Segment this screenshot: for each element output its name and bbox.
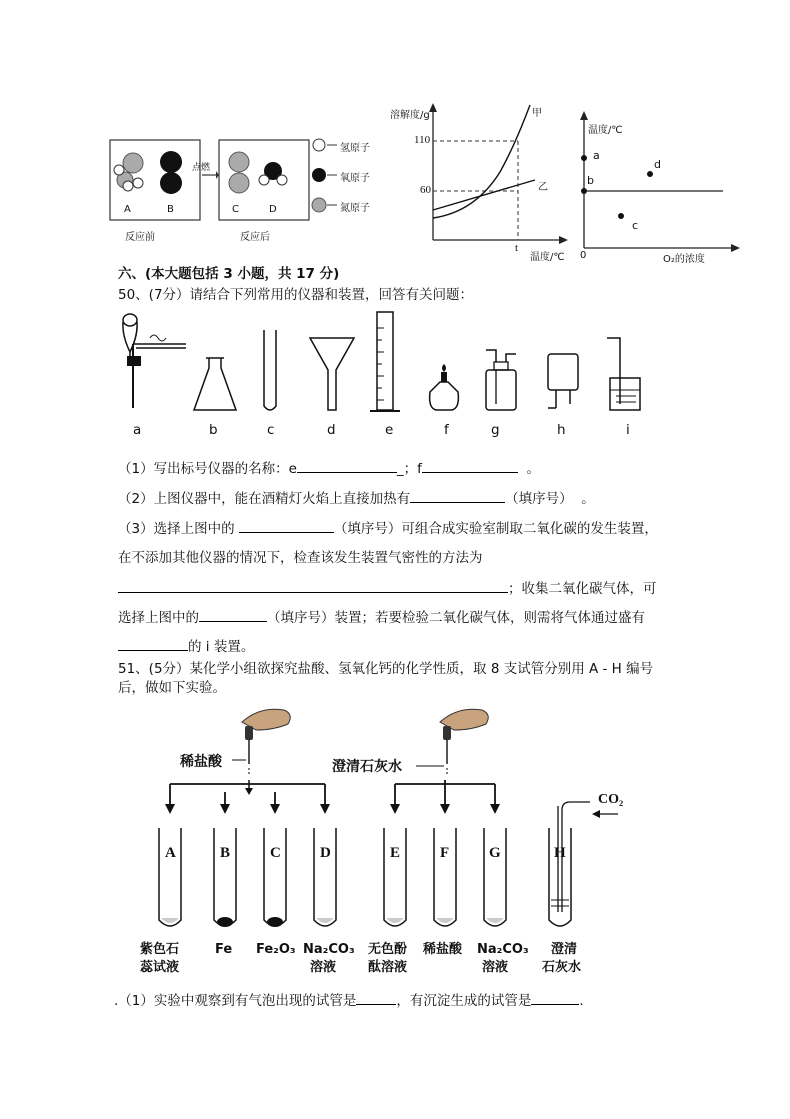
reagent-right-label: 澄清石灰水	[332, 759, 402, 775]
apparatus-row	[110, 308, 650, 420]
point-d	[647, 171, 653, 177]
q50-part3-line4-b: （填序号）装置；若要检验二氧化碳气体，则需将气体通过盛有	[267, 610, 645, 626]
q50-part3-line1	[118, 518, 658, 539]
answer-blank-bubbles[interactable]	[356, 990, 396, 1005]
answer-blank-collect[interactable]	[199, 607, 267, 622]
temp-ylabel: 温度/℃	[588, 125, 623, 136]
right-hand-dropper	[416, 709, 488, 774]
particle-letter-c: C	[232, 204, 239, 215]
tube-label-g: G	[489, 845, 501, 861]
legend-oxygen: 氧原子	[340, 173, 370, 184]
before-label: 反应前	[125, 232, 155, 243]
answer-blank-f[interactable]	[422, 458, 518, 473]
q50-part1-text-a: （1）写出标号仪器的名称：e	[118, 461, 297, 477]
temp-origin: 0	[580, 250, 587, 261]
content-g-1: Na₂CO₃	[477, 942, 529, 957]
content-h-2: 石灰水	[542, 960, 582, 975]
point-b	[581, 188, 587, 194]
tube-label-b: B	[220, 845, 231, 861]
q50-part3-line2: 在不添加其他仪器的情况下，检查该发生装置气密性的方法为	[118, 550, 483, 566]
series-yi-label: 乙	[538, 182, 548, 193]
tube-label-a: A	[165, 845, 176, 861]
q51-part1-text-a: .（1）实验中观察到有气泡出现的试管是	[114, 993, 357, 1009]
tube-label-f: F	[440, 845, 450, 861]
q50-part1-text-c: 。	[526, 461, 541, 477]
apparatus-label-g: g	[491, 422, 500, 438]
q50-part2-text-c: 。	[581, 491, 595, 507]
q51-part1	[114, 990, 584, 1011]
apparatus-label-e: e	[385, 422, 394, 438]
particle-letter-b: B	[167, 204, 174, 215]
content-f-1: 稀盐酸	[423, 942, 463, 957]
tube-label-c: C	[270, 845, 281, 861]
q50-part1: （1）写出标号仪器的名称：e _；f 。	[118, 458, 540, 479]
q51-part1-text-c: .	[579, 993, 584, 1009]
q50-part3-line5	[118, 636, 254, 657]
apparatus-a	[123, 314, 186, 408]
apparatus-g	[486, 350, 516, 410]
tube-label-e: E	[390, 845, 401, 861]
apparatus-e	[370, 312, 400, 411]
content-h-1: 澄清	[551, 942, 578, 957]
content-c-1: Fe₂O₃	[256, 942, 296, 957]
q50-stem: 50、(7分）请结合下列常用的仪器和装置，回答有关问题：	[118, 287, 474, 303]
q50-part3-text-b: （填序号）可组合成实验室制取二氧化碳的发生装置，	[333, 521, 658, 537]
apparatus-h	[548, 354, 578, 408]
content-g-2: 溶液	[482, 960, 509, 975]
q50-part3-line3-tail: ；收集二氧化碳气体，可	[508, 581, 657, 597]
apparatus-c	[264, 330, 276, 410]
answer-blank-reagent[interactable]	[118, 636, 188, 651]
apparatus-i	[607, 338, 640, 410]
point-a	[581, 155, 587, 161]
ytick-110: 110	[414, 134, 431, 146]
point-c-label: c	[632, 219, 639, 232]
q50-part3-line4-a: 选择上图中的	[118, 610, 199, 626]
answer-blank-precipitate[interactable]	[531, 990, 579, 1005]
q50-part2-text-a: （2）上图仪器中，能在酒精灯火焰上直接加热有	[118, 491, 411, 507]
point-b-label: b	[587, 174, 594, 187]
ytick-60: 60	[420, 184, 431, 196]
content-d-1: Na₂CO₃	[303, 942, 355, 957]
point-d-label: d	[654, 158, 661, 171]
apparatus-label-b: b	[209, 422, 218, 438]
left-hand-dropper	[232, 709, 290, 774]
q51-stem-line2: 后，做如下实验。	[118, 680, 226, 696]
apparatus-label-f: f	[444, 422, 449, 438]
answer-blank-generator[interactable]	[239, 518, 334, 533]
particle-letter-d: D	[269, 204, 277, 215]
q50-part3-line5-text: 的 i 装置。	[188, 639, 255, 655]
section-heading: 六、(本大题包括 3 小题，共 17 分)	[118, 266, 340, 282]
after-label: 反应后	[240, 232, 270, 243]
content-a-1: 紫色石	[140, 942, 180, 957]
content-b-1: Fe	[215, 942, 233, 957]
apparatus-d	[310, 338, 354, 410]
reagent-left-label: 稀盐酸	[180, 754, 222, 770]
tube-label-h: H	[554, 845, 566, 861]
content-e-1: 无色酚	[368, 942, 408, 957]
arrow-label: 点燃	[192, 163, 211, 173]
tube-h	[549, 802, 618, 926]
q50-part2	[118, 488, 595, 509]
point-c	[618, 213, 624, 219]
q51-part1-text-b: ，有沉淀生成的试管是	[396, 993, 532, 1009]
q50-part3-text-a: （3）选择上图中的	[118, 521, 235, 537]
q50-part3-line4	[118, 607, 645, 628]
apparatus-label-d: d	[327, 422, 336, 438]
solubility-xlabel: 温度/℃	[530, 252, 565, 263]
content-d-2: 溶液	[310, 960, 337, 975]
content-e-2: 酞溶液	[368, 960, 408, 975]
content-a-2: 蕊试液	[140, 960, 180, 975]
apparatus-b	[194, 358, 236, 410]
answer-blank-e[interactable]	[297, 458, 397, 473]
apparatus-f	[430, 364, 459, 410]
apparatus-label-a: a	[133, 422, 142, 438]
solubility-ylabel: 溶解度/g	[390, 110, 430, 121]
temp-xlabel: O₂的浓度	[663, 254, 705, 265]
particle-letter-a: A	[124, 204, 131, 215]
answer-blank-airtight-method[interactable]	[118, 578, 508, 593]
legend-nitrogen: 氮原子	[340, 203, 370, 214]
apparatus-label-h: h	[557, 422, 566, 438]
legend-hydrogen: 氢原子	[340, 143, 370, 154]
experiment-diagram	[150, 700, 650, 940]
series-jia-label: 甲	[532, 108, 542, 119]
q51-stem-line1: 51、(5分）某化学小组欲探究盐酸、氢氧化钙的化学性质，取 8 支试管分别用 A - H 编号	[118, 661, 654, 677]
q50-part2-text-b: （填序号）	[505, 491, 573, 507]
apparatus-label-i: i	[626, 422, 630, 438]
answer-blank-heat[interactable]	[410, 488, 505, 503]
co2-label: CO₂	[598, 792, 624, 807]
curve-yi	[433, 180, 535, 210]
apparatus-label-c: c	[267, 422, 275, 438]
q50-part3-line3	[118, 578, 657, 599]
xtick-t: t	[515, 242, 519, 254]
point-a-label: a	[593, 149, 600, 162]
tube-label-d: D	[320, 845, 331, 861]
q50-part1-text-b: ；f	[403, 461, 422, 477]
curve-jia	[433, 105, 530, 218]
